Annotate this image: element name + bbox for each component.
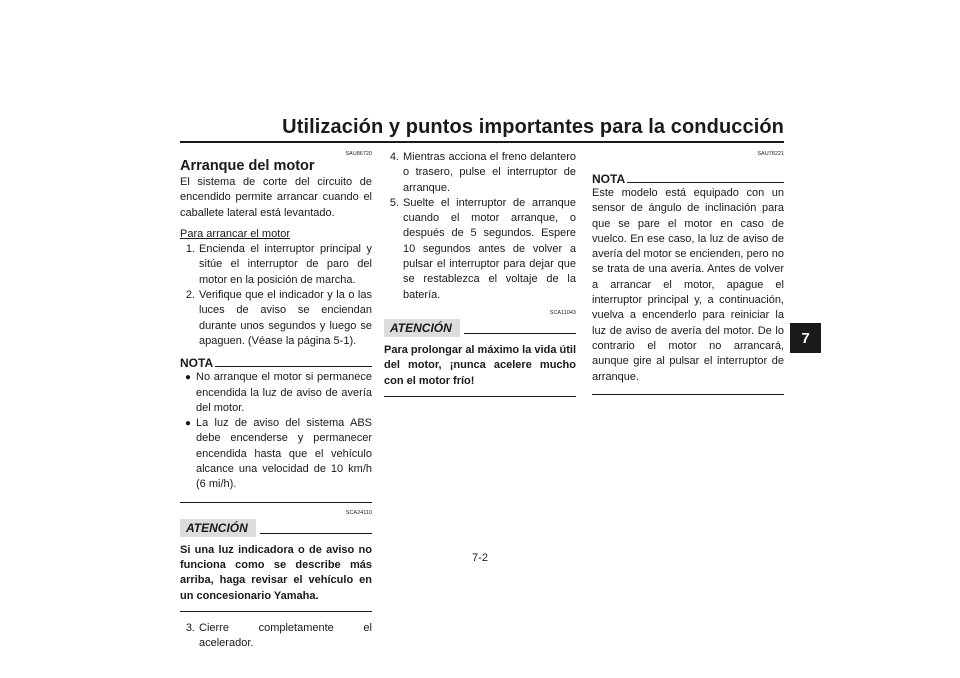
- atencion-heading: [180, 519, 372, 537]
- page-number: 7-2: [472, 552, 488, 564]
- atencion-heading: [384, 319, 576, 337]
- bullet-icon: ●: [184, 418, 192, 430]
- bullet-text: No arranque el motor si permanece encendida la luz de aviso de avería del motor.: [196, 371, 372, 414]
- atencion-text: Si una luz indicadora o de aviso no funciona como se describe más arriba, haga revisar el vehículo en un concesionario Yamaha.: [180, 543, 372, 602]
- step-text: Suelte el interruptor de arranque cuando el motor arranque, o después de 5 segundos. Espere 10 segundos antes de volver a pulsar el interruptor para dejar que se restablezca el voltaje de la batería.: [403, 196, 576, 301]
- header-rule: [180, 141, 784, 143]
- list-item: [384, 150, 576, 196]
- atencion-rule: [464, 333, 576, 334]
- step-text: Verifique que el indicador y la o las luces de aviso se enciendan durante unos segundos y luego se apaguen. (Véase la página 5-1).: [199, 289, 372, 347]
- nota-rule: [627, 182, 784, 183]
- atencion-badge: ATENCIÓN: [180, 519, 256, 537]
- atencion-end-rule: [384, 396, 576, 397]
- atencion-end-rule: [180, 611, 372, 612]
- nota-end-rule: [592, 394, 784, 395]
- nota-text: Este modelo está equipado con un sensor de ángulo de inclinación para que se pare el motor en caso de vuelco. En ese caso, la luz de aviso de avería del motor se encienden, pero no se trata de una avería. Antes de volver a arrancar el motor, apague el interruptor principal y, a continuación, vuelva a encenderlo para reiniciar la luz de aviso de avería del motor. De lo contrario el motor no arrancará, aunque gire al pulsar el interruptor de arranque.: [592, 187, 784, 383]
- step-number: 3.: [185, 621, 195, 634]
- nota-label: NOTA: [180, 356, 214, 371]
- list-item: [180, 416, 372, 492]
- list-item: [180, 288, 372, 349]
- bullet-text: La luz de aviso del sistema ABS debe encenderse y permanecer encendida hasta que el vehículo alcance una velocidad de 10 km/h (6 mi/h).: [196, 417, 372, 491]
- step-text: Mientras acciona el freno delantero o trasero, pulse el interruptor de arranque.: [403, 151, 576, 194]
- chapter-tab: 7: [790, 323, 821, 353]
- atencion-badge: ATENCIÓN: [384, 319, 460, 337]
- step-number: 5.: [389, 196, 399, 209]
- column-2: [384, 150, 576, 397]
- reference-code: SAU86720: [345, 151, 372, 157]
- step-number: 1.: [185, 243, 195, 256]
- list-item: [180, 242, 372, 288]
- page-header-title: Utilización y puntos importantes para la conducción: [282, 116, 784, 138]
- nota-rule: [215, 366, 372, 367]
- step-number: 4.: [389, 151, 399, 163]
- list-item: [180, 621, 372, 652]
- step-number: 2.: [185, 289, 195, 302]
- nota-heading: [592, 172, 784, 186]
- reference-code: SAU78221: [757, 151, 784, 157]
- atencion-text: Para prolongar al máximo la vida útil del motor, ¡nunca acelere mucho con el motor frío!: [384, 343, 576, 387]
- column-1: [180, 150, 372, 651]
- section-title: Arranque del motor: [180, 158, 315, 174]
- atencion-rule: [260, 533, 372, 534]
- bullet-icon: ●: [184, 372, 192, 384]
- reference-code: SCA24110: [345, 509, 372, 516]
- steps-list: [180, 242, 372, 349]
- subheading: Para arrancar el motor: [180, 227, 291, 240]
- steps-list: [384, 150, 576, 303]
- nota-heading: [180, 356, 372, 370]
- step-text: Cierre completamente el acelerador.: [199, 621, 372, 650]
- steps-list: [180, 621, 372, 652]
- nota-end-rule: [180, 502, 372, 503]
- nota-label: NOTA: [592, 172, 626, 186]
- list-item: [384, 196, 576, 303]
- column-3: [592, 150, 784, 395]
- list-item: [180, 370, 372, 416]
- step-text: Encienda el interruptor principal y sitúe el interruptor de paro del motor en la posición de marcha.: [199, 243, 372, 286]
- reference-code: SCA11043: [549, 309, 576, 316]
- intro-paragraph: El sistema de corte del circuito de encendido permite arrancar cuando el caballete lateral está levantado.: [180, 176, 372, 219]
